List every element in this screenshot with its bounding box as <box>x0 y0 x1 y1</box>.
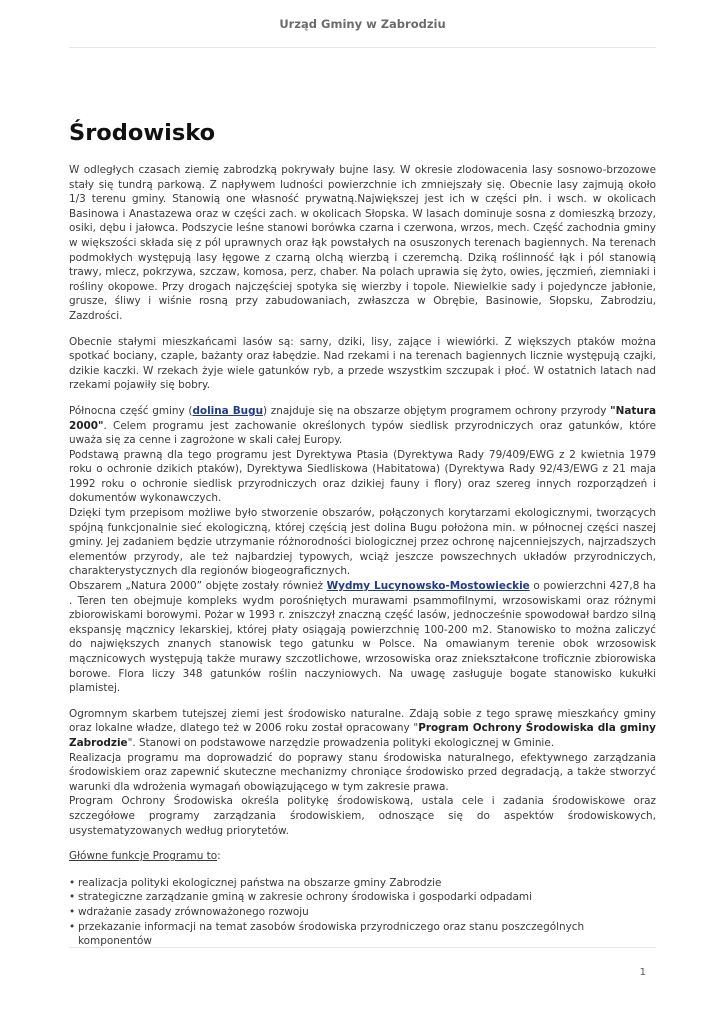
text-segment: Północna część gminy ( <box>69 404 193 417</box>
dolina-bugu-link[interactable]: dolina Bugu <box>192 404 264 417</box>
page-title: Środowisko <box>69 120 216 146</box>
paragraph-legal-basis: Podstawą prawną dla tego programu jest Dyrektywa Ptasia (Dyrektywa Rady 79/409/EWG z 2 kwietnia 1979 roku o ochronie dzikich ptaków), Dyrektywa Siedliskowa (Habitatowa) (Dyrektywa Rady 92/43/EWG z 21 maja 1992 roku o ochronie siedlisk przyrodniczych oraz dzikiej fauny i flory) oraz szereg innych rozporządzeń i dokumentów wykonawczych. <box>69 448 656 505</box>
program-title-bold: Program Ochrony Środowiska dla gminy Zabrodzie <box>69 722 656 749</box>
list-heading-text: Główne funkcje Programu to <box>69 850 218 863</box>
list-item: • przekazanie informacji na temat zasobów środowiska przyrodniczego oraz stanu poszczególnych komponentów <box>69 920 656 949</box>
list-item: • wdrażanie zasady zrównoważonego rozwoju <box>69 905 656 920</box>
list-heading <box>69 849 656 864</box>
list-heading-colon: : <box>217 850 221 863</box>
paragraph-dunes <box>69 579 656 696</box>
document-body <box>69 163 656 949</box>
paragraph-ecological-network: Dzięki tym przepisom możliwe było stworzenie obszarów, połączonych korytarzami ekologicznymi, tworzących spójną funkcjonalnie sieć ekologiczną, której częścią jest dolina Bugu położona min. w północnej części naszej gminy. Jej zadaniem będzie utrzymanie różnorodności biologicznej przez ochronę najcenniejszych, najrzadszych elementów przyrody, ale też najbardziej typowych, wciąż jeszcze powszechnych układów przyrodniczych, charakterystycznych dla regionów biogeograficznych. <box>69 507 656 578</box>
text-segment: o powierzchni 427,8 ha . Teren ten obejmuje kompleks wydm porośniętych murawami psammofilnymi, wrzosowiskami oraz różnymi zbiorowiskami borowymi. Pożar w 1993 r. zniszczył znaczną część lasów, jednocześnie spowodował bardzo silną ekspansję mącznicy lekarskiej, której płaty osiągają powierzchnię 100-200 m2. Stanowisko to można zaliczyć do największych znanych stanowisk tego gatunku w Polsce. Na omawianym terenie obok wrzosowisk mącznicowych występują także murawy szczotlichowe, wrzosowiska oraz zniekształcone troficznie zbiorowiska borowe. Flora liczy 348 gatunków roślin naczyniowych. Na uwagę zasługuje bogate stanowisko kukułki plamistej. <box>69 580 656 695</box>
text-segment: ) znajduje się na obszarze objętym programem ochrony przyrody <box>263 404 611 417</box>
footer-divider <box>69 947 656 948</box>
header-title: Urząd Gminy w Zabrodziu <box>279 17 446 31</box>
paragraph-fauna: Obecnie stałymi mieszkańcami lasów są: sarny, dziki, lisy, zające i wiewiórki. Z większych ptaków można spotkać bociany, czaple, bażanty oraz łabędzie. Nad rzekami i na terenach bagiennych licznie występują czajki, dzikie kaczki. W rzekach żyje wiele gatunków ryb, a przede wszystkim szczupak i płoć. W ostatnich latach nad rzekami pojawiły się bobry. <box>69 335 656 392</box>
wydmy-link[interactable]: Wydmy Lucynowsko-Mostowieckie <box>326 580 530 593</box>
paragraph-program <box>69 707 656 751</box>
paragraph-natura-2000 <box>69 404 656 448</box>
natura-2000-bold: "Natura 2000" <box>69 404 656 432</box>
text-segment: ". Stanowi on podstawowe narzędzie prowadzenia polityki ekologicznej w Gminie. <box>127 736 555 749</box>
text-segment: . Celem programu jest zachowanie określonych typów siedlisk przyrodniczych oraz gatunków, które uważa się za cenne i zagrożone w skali całej Europy. <box>69 419 656 447</box>
paragraph-forests: W odległych czasach ziemię zabrodzką pokrywały bujne lasy. W okresie zlodowacenia lasy sosnowo-brzozowe stały się tundrą parkową. Z napływem ludności powierzchnie ich zmniejszały się. Obecnie lasy zajmują około 1/3 terenu gminy. Stanowią one własność prywatną.Największej jest ich w części płn. i wsch. w okolicach Basinowa i Anastazewa oraz w części zach. w okolicach Słopska. W lasach dominuje sosna z domieszką brzozy, osiki, dębu i jałowca. Podszycie leśne stanowi borówka czarna i czerwona, wrzos, mech. Część zachodnia gminy w większości składa się z pól uprawnych oraz łąk powstałych na osuszonych terenach bagiennych. Na terenach podmokłych występują lasy łęgowe z czarną olchą wierzbą i czeremchą. Dziką roślinność łąk i pól stanowią trawy, mlecz, pokrzywa, szczaw, komosa, perz, chaber. Na polach uprawia się żyto, owies, jęczmień, ziemniaki i rośliny okopowe. Przy drogach najczęściej spotyka się wierzby i topole. Niewielkie sady i pojedyncze jabłonie, grusze, śliwy i wiśnie rosną przy zabudowaniach, zwłaszcza w Obrębie, Basinowie, Słopsku, Zabrodziu, Zazdrości. <box>69 164 656 322</box>
page-header <box>69 0 656 48</box>
list-item: • strategiczne zarządzanie gminą w zakresie ochrony środowiska i gospodarki odpadami <box>69 890 656 905</box>
page-number: 1 <box>639 967 646 978</box>
text-segment: Ogromnym skarbem tutejszej ziemi jest środowisko naturalne. Zdają sobie z tego sprawę mieszkańcy gminy oraz lokalne władze, dlatego też w 2006 roku został opracowany " <box>69 707 656 735</box>
functions-list <box>69 876 656 949</box>
paragraph-policy: Program Ochrony Środowiska określa politykę środowiskową, ustala cele i zadania środowiskowe oraz szczegółowe programy zarządzania środowiskiem, odnoszące się do aspektów środowiskowych, usystematyzowanych według priorytetów. <box>69 795 656 837</box>
paragraph-realization: Realizacja programu ma doprowadzić do poprawy stanu środowiska naturalnego, efektywnego zarządzania środowiskiem oraz zapewnić skuteczne mechanizmy chroniące środowisko przed degradacją, a także stworzyć warunki dla wdrożenia wymagań obowiązującego w tym zakresie prawa. <box>69 751 656 793</box>
text-segment: Obszarem „Natura 2000” objęte zostały również <box>69 580 327 593</box>
list-item: • realizacja polityki ekologicznej państwa na obszarze gminy Zabrodzie <box>69 876 656 891</box>
